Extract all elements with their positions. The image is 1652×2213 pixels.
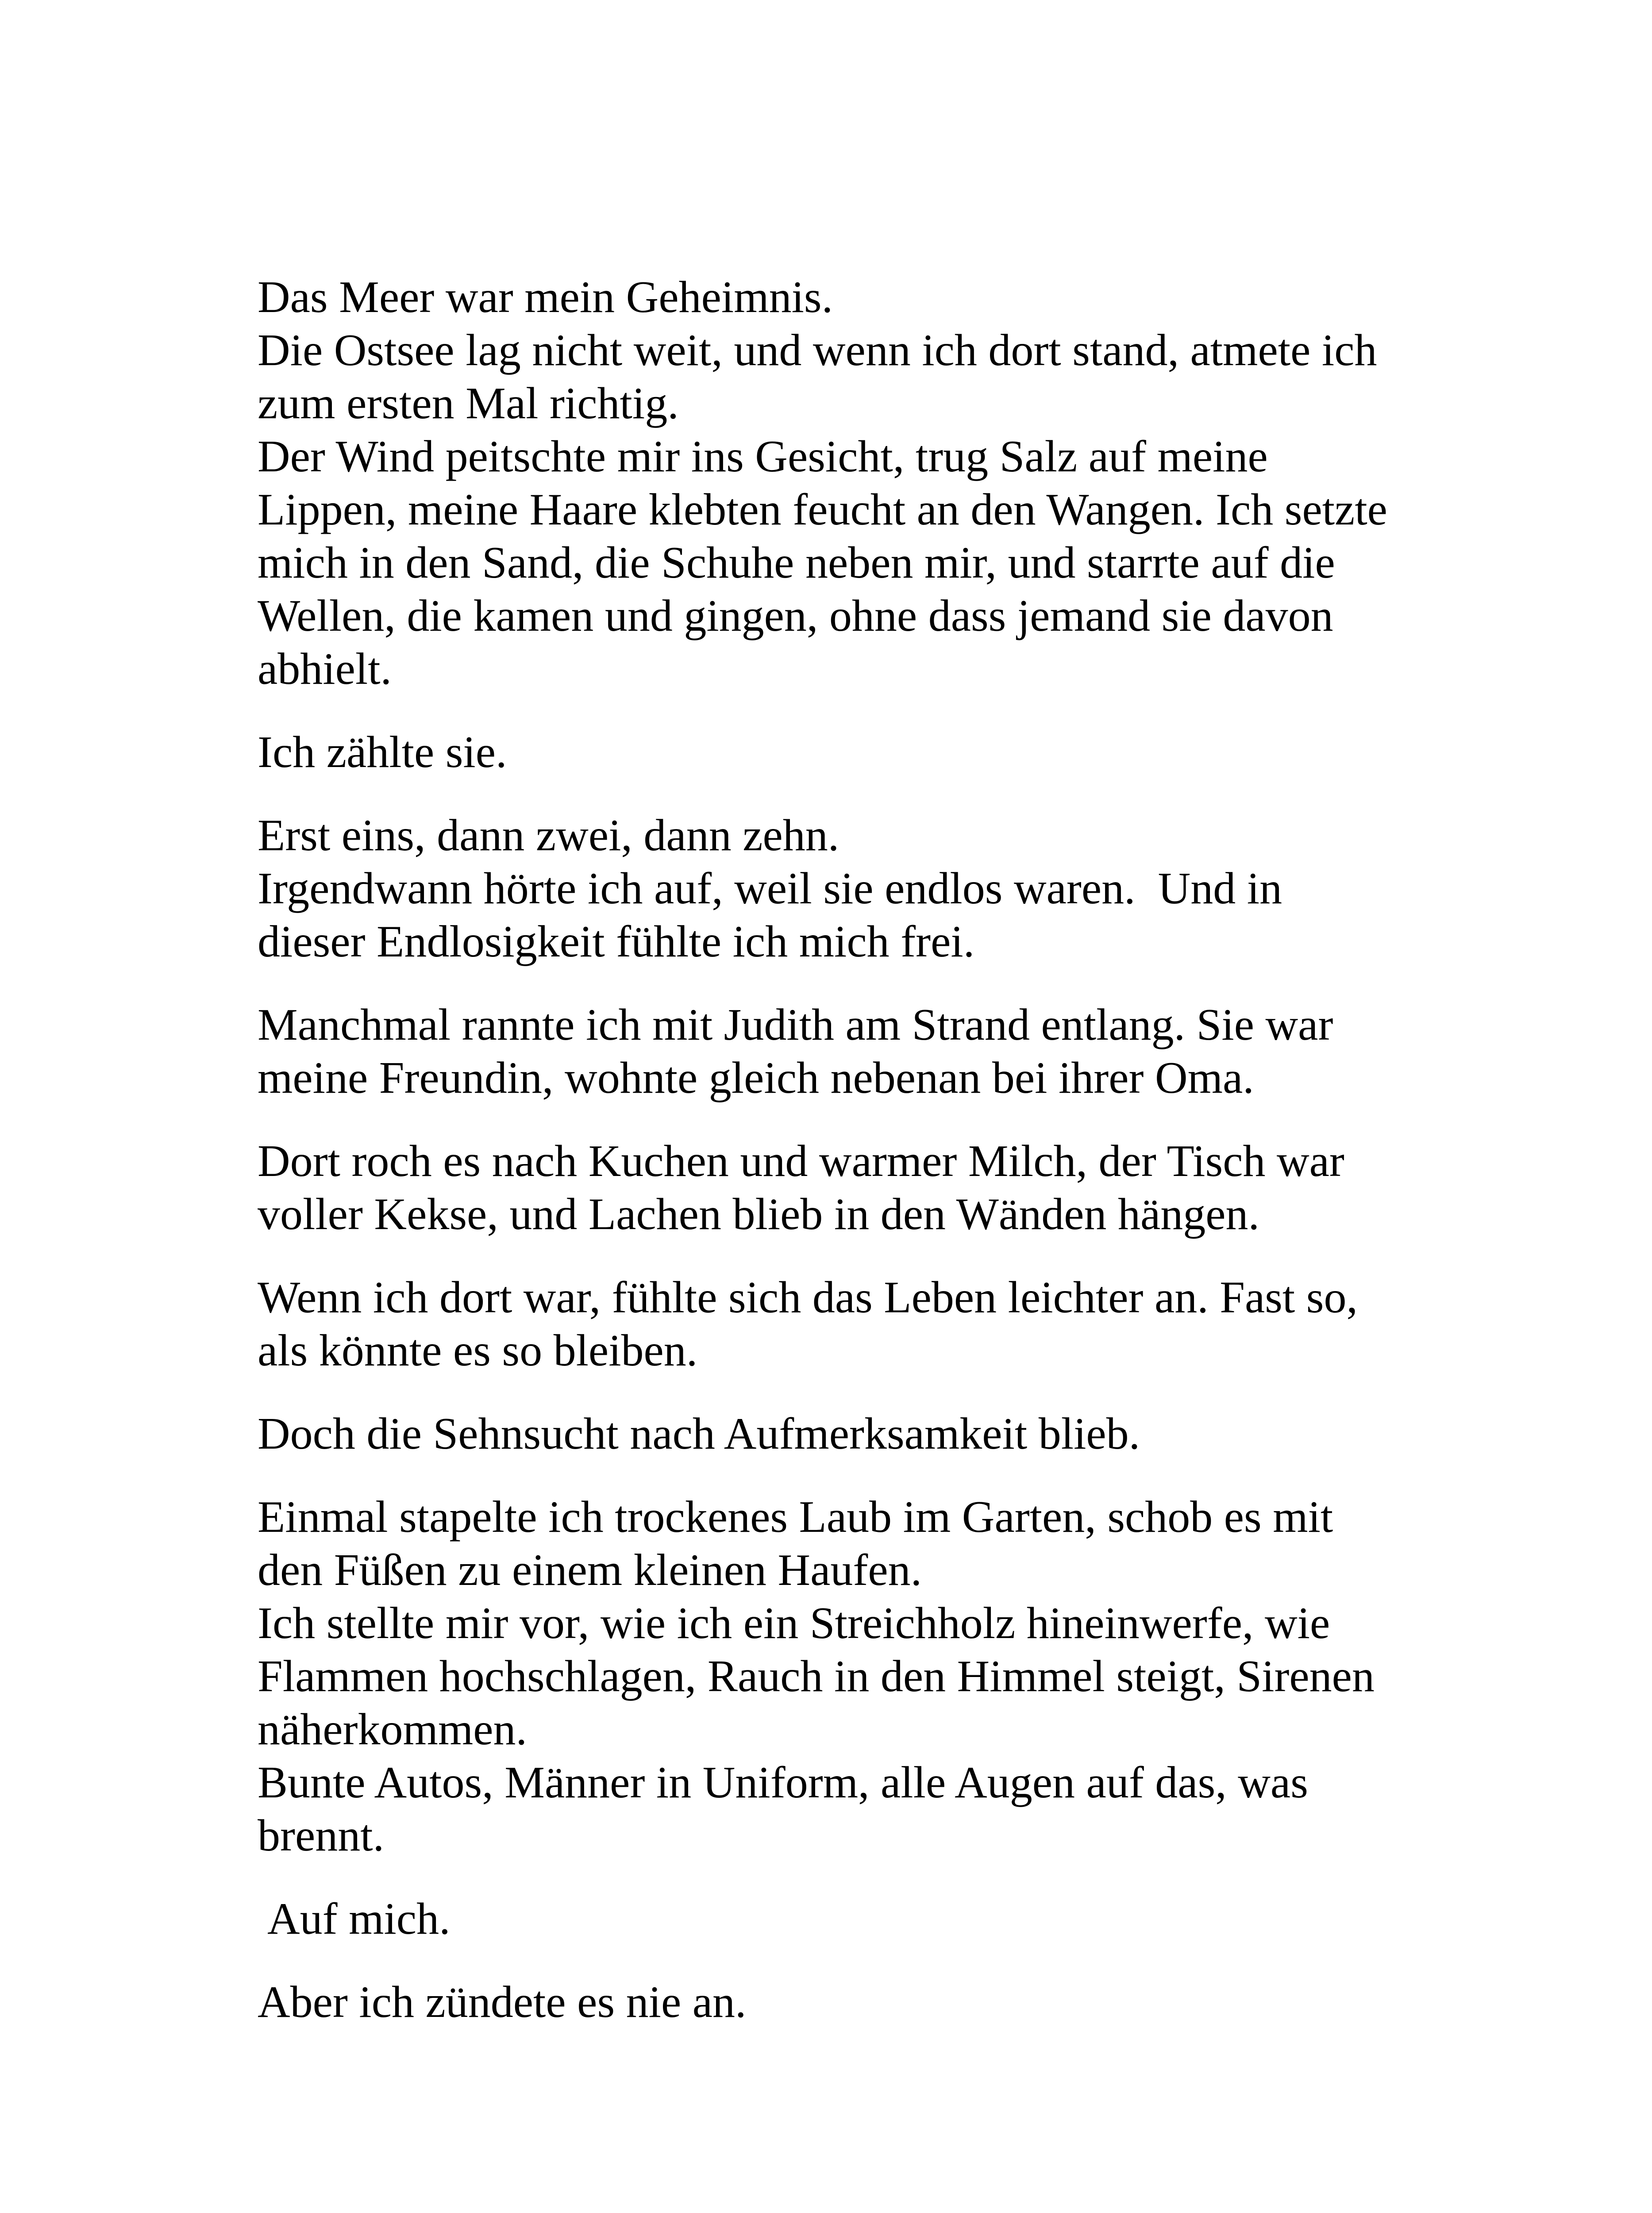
paragraph-2	[258, 726, 1408, 779]
paragraph-1	[258, 271, 1408, 696]
text-line: Ich stellte mir vor, wie ich ein Streichholz hineinwerfe, wie	[258, 1598, 1330, 1648]
text-line: Die Ostsee lag nicht weit, und wenn ich dort stand, atmete ich	[258, 325, 1377, 375]
text-line: meine Freundin, wohnte gleich nebenan bei ihrer Oma.	[258, 1053, 1254, 1103]
text-line: Wellen, die kamen und gingen, ohne dass jemand sie davon	[258, 591, 1333, 641]
text-line: Wenn ich dort war, fühlte sich das Leben leichter an. Fast so,	[258, 1272, 1358, 1322]
text-line: Ich zählte sie.	[258, 727, 507, 777]
text-line: näherkommen.	[258, 1704, 527, 1754]
text-line: Irgendwann hörte ich auf, weil sie endlos waren. Und in	[258, 864, 1282, 914]
text-line: dieser Endlosigkeit fühlte ich mich frei.	[258, 917, 975, 967]
paragraph-9	[258, 1893, 1408, 1946]
text-line: Auf mich.	[267, 1894, 451, 1944]
text-line: Doch die Sehnsucht nach Aufmerksamkeit blieb.	[258, 1409, 1140, 1459]
text-line: voller Kekse, und Lachen blieb in den Wänden hängen.	[258, 1189, 1260, 1239]
text-line: brennt.	[258, 1811, 385, 1861]
text-line: Bunte Autos, Männer in Uniform, alle Augen auf das, was	[258, 1758, 1308, 1808]
paragraph-3	[258, 809, 1408, 968]
text-line: Dort roch es nach Kuchen und warmer Milch, der Tisch war	[258, 1136, 1344, 1186]
text-line: abhielt.	[258, 644, 392, 694]
text-line: Flammen hochschlagen, Rauch in den Himmel steigt, Sirenen	[258, 1651, 1375, 1701]
paragraph-5	[258, 1135, 1408, 1241]
paragraph-7	[258, 1407, 1408, 1461]
paragraph-6	[258, 1271, 1408, 1377]
text-line: den Füßen zu einem kleinen Haufen.	[258, 1545, 922, 1595]
paragraph-8	[258, 1491, 1408, 1862]
text-line: Einmal stapelte ich trockenes Laub im Garten, schob es mit	[258, 1492, 1333, 1542]
text-line: Aber ich zündete es nie an.	[258, 1977, 747, 2027]
text-line: Manchmal rannte ich mit Judith am Strand entlang. Sie war	[258, 1000, 1333, 1050]
text-line: Erst eins, dann zwei, dann zehn.	[258, 810, 839, 860]
text-line: zum ersten Mal richtig.	[258, 378, 679, 428]
paragraph-4	[258, 999, 1408, 1105]
text-line: mich in den Sand, die Schuhe neben mir, und starrte auf die	[258, 538, 1335, 588]
text-line: Der Wind peitschte mir ins Gesicht, trug Salz auf meine	[258, 432, 1268, 482]
body-text	[258, 271, 1408, 2059]
text-line: Das Meer war mein Geheimnis.	[258, 272, 833, 322]
text-line: als könnte es so bleiben.	[258, 1326, 698, 1376]
text-line: Lippen, meine Haare klebten feucht an den Wangen. Ich setzte	[258, 485, 1387, 535]
paragraph-10	[258, 1976, 1408, 2029]
